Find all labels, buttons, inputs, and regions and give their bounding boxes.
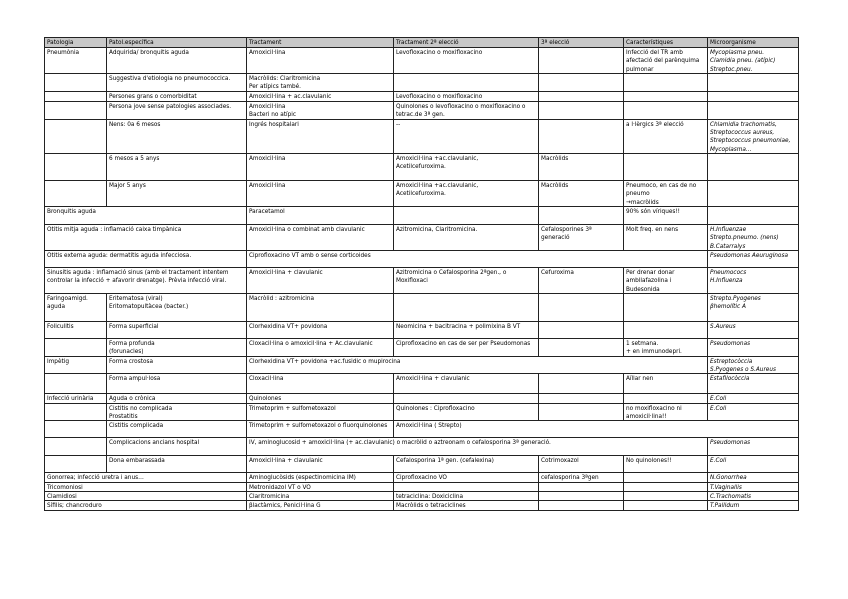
table-cell: Cloxacil·lina o amoxicil·lina + Ac.clavulanic xyxy=(247,338,394,356)
table-cell xyxy=(45,403,107,421)
table-row xyxy=(45,456,799,473)
table-cell: Pseudomonas Aeuruginosa xyxy=(708,250,799,267)
table-cell xyxy=(539,73,624,91)
table-cell: Estreptocòccia S.Pyogenes o S.Aureus xyxy=(708,356,799,374)
table-cell: a l·lèrgics 3ª elecció xyxy=(624,119,708,153)
table-cell xyxy=(45,456,107,473)
table-cell: Molt freq. en nens xyxy=(624,224,708,250)
table-cell: Pseudomonas xyxy=(708,438,799,456)
table-cell: Major 5 anys xyxy=(107,180,247,206)
table-cell xyxy=(45,421,107,438)
table-cell xyxy=(539,119,624,153)
table-cell: Amoxicil·lina xyxy=(247,153,394,180)
table-cell xyxy=(624,293,708,321)
table-cell: Amoxicil·lina xyxy=(247,48,394,74)
table-row xyxy=(45,403,799,421)
table-cell: Faringoamigd. aguda xyxy=(45,293,107,321)
table-cell xyxy=(624,321,708,338)
table-cell: Ciprofloxacino en cas de ser per Pseudomonas xyxy=(394,338,539,356)
table-cell: Tricomoniosi xyxy=(45,482,247,491)
table-row xyxy=(45,473,799,482)
table-cell xyxy=(624,153,708,180)
table-cell: Bronquitis aguda xyxy=(45,206,247,224)
table-cell xyxy=(708,73,799,91)
table-cell: N.Gonorrhea xyxy=(708,473,799,482)
table-cell: Chlamidia trachomatis, Streptococcus aureus, Streptococcus pneumoniae, Mycoplasma… xyxy=(708,119,799,153)
table-cell: Complicacions ancians hospital xyxy=(107,438,247,456)
table-cell: -- xyxy=(394,119,539,153)
table-cell: H.Influenzae Strepto.pneumo. (nens) B.Catarralys xyxy=(708,224,799,250)
header-cell: Patologia xyxy=(45,38,107,48)
table-row xyxy=(45,153,799,180)
table-row xyxy=(45,321,799,338)
table-row xyxy=(45,119,799,153)
table-cell xyxy=(624,473,708,482)
table-cell xyxy=(394,394,539,403)
table-cell xyxy=(624,482,708,491)
table-cell: Eritematosa (viral) Eritomatopultàcea (bacter.) xyxy=(107,293,247,321)
table-cell: Aïllar nen xyxy=(624,374,708,394)
table-cell: Cefalosporines 3ª generació xyxy=(539,224,624,250)
table-cell: Quinolones xyxy=(247,394,394,403)
table-cell: Forma crostosa xyxy=(107,356,247,374)
table-row xyxy=(45,421,799,438)
table-cell xyxy=(539,321,624,338)
table-cell xyxy=(45,91,107,101)
table-cell xyxy=(539,101,624,119)
table-cell xyxy=(539,374,624,394)
table-cell: Pseudomonas xyxy=(708,338,799,356)
table-cell: cefalosporina 3ªgen xyxy=(539,473,624,482)
table-cell: Nens: 0a 6 mesos xyxy=(107,119,247,153)
table-cell: E.Coli xyxy=(708,456,799,473)
table-cell: Forma superficial xyxy=(107,321,247,338)
table-row xyxy=(45,101,799,119)
table-cell: IV, aminoglucosid + amoxicil·lina (+ ac.clavulanic) o macròlid o aztreonam o cefalosporina 3ª generació. xyxy=(247,438,708,456)
table-row xyxy=(45,338,799,356)
table-cell: Macròlids: Claritromicina Per atípics també. xyxy=(247,73,394,91)
table-cell: Cloxacil·lina xyxy=(247,374,394,394)
table-cell: Persones grans o comorbiditat xyxy=(107,91,247,101)
header-cell: Microorganisme xyxy=(708,38,799,48)
table-cell: Strepto.Pyogenes βhemolític A xyxy=(708,293,799,321)
header-row xyxy=(45,38,799,48)
table-cell: Cistitis no complicada Prostatitis xyxy=(107,403,247,421)
table-cell: Amoxicil·lina Bacteri no atípic xyxy=(247,101,394,119)
table-cell xyxy=(539,293,624,321)
table-cell: Trimetoprim + sulfometoxazol o fluorquinolones xyxy=(247,421,394,438)
table-row xyxy=(45,250,799,267)
table-cell: Azitromicina, Claritromicina. xyxy=(394,224,539,250)
table-cell xyxy=(539,482,624,491)
table-cell: Sífilis; chancroduro xyxy=(45,501,247,510)
table-cell: Mycoplasma pneu. Clamidia pneu. (atípic) Streptoc.pneu. xyxy=(708,48,799,74)
table-row xyxy=(45,501,799,510)
table-cell: Foliculitis xyxy=(45,321,107,338)
table-cell xyxy=(708,91,799,101)
table-cell: 6 mesos a 5 anys xyxy=(107,153,247,180)
table-cell: Ciprofloxacino VO xyxy=(394,473,539,482)
table-cell: Claritromicina xyxy=(247,491,394,500)
header-cell: 3ª elecció xyxy=(539,38,624,48)
table-cell: Otitis externa aguda: dermatitis aguda infecciosa. xyxy=(45,250,247,267)
table-row xyxy=(45,267,799,293)
table-cell: Estafilocòccia xyxy=(708,374,799,394)
table-cell xyxy=(539,501,624,510)
table-row xyxy=(45,224,799,250)
table-cell: Otitis mitja aguda : inflamació caixa timpànica xyxy=(45,224,247,250)
table-cell: Macròlids xyxy=(539,153,624,180)
table-cell: Impètig xyxy=(45,356,107,374)
table-cell: 90% són víriques!! xyxy=(624,206,708,224)
table-cell: Metronidazol VT o VO xyxy=(247,482,394,491)
table-cell xyxy=(394,482,539,491)
table-cell xyxy=(45,338,107,356)
table-cell: Trimetoprim + sulfometoxazol xyxy=(247,403,394,421)
table-cell: Amoxicil·lina + clavulanic xyxy=(247,267,394,293)
table-cell: Infecció del TR amb afectació del parènquima pulmonar xyxy=(624,48,708,74)
table-cell: Amoxicil·lina ( Strepto) xyxy=(394,421,799,438)
table-cell xyxy=(45,153,107,180)
table-cell: Adquirida/ bronquitis aguda xyxy=(107,48,247,74)
table-row xyxy=(45,73,799,91)
table-cell xyxy=(45,374,107,394)
table-cell: Amoxicil·lina + ac.clavulanic xyxy=(247,91,394,101)
header-cell: Tractament xyxy=(247,38,394,48)
table-cell xyxy=(45,180,107,206)
table-cell: Levofloxacino o moxifloxacino xyxy=(394,91,539,101)
table-cell: βlactàmics, Penicil·lina G xyxy=(247,501,394,510)
table-row xyxy=(45,491,799,500)
table-cell xyxy=(539,338,624,356)
table-cell xyxy=(624,491,708,500)
table-cell xyxy=(708,180,799,206)
table-row xyxy=(45,374,799,394)
table-cell: Forma profunda (forunacles) xyxy=(107,338,247,356)
table-cell: E.Coli xyxy=(708,403,799,421)
table-cell xyxy=(539,403,624,421)
table-row xyxy=(45,293,799,321)
table-cell xyxy=(708,101,799,119)
table-cell xyxy=(45,438,107,456)
table-cell xyxy=(539,491,624,500)
table-cell xyxy=(539,206,624,224)
table-cell: T.Pallidum xyxy=(708,501,799,510)
table-row xyxy=(45,206,799,224)
treatment-table xyxy=(44,37,799,511)
table-cell: Amoxicil·lina +ac.clavulanic, Acetilcefuroxima. xyxy=(394,153,539,180)
table-row xyxy=(45,394,799,403)
table-row xyxy=(45,482,799,491)
table-cell xyxy=(394,293,539,321)
table-cell: Cistitis complicada xyxy=(107,421,247,438)
header-cell: Patol.específica xyxy=(107,38,247,48)
table-row xyxy=(45,438,799,456)
table-cell xyxy=(624,101,708,119)
table-cell: Paracetamol xyxy=(247,206,394,224)
table-row xyxy=(45,91,799,101)
table-cell: Dona embarassada xyxy=(107,456,247,473)
table-cell xyxy=(539,394,624,403)
header-cell: Característiques xyxy=(624,38,708,48)
table-cell: no moxifloxacino ni amoxicil·lina!! xyxy=(624,403,708,421)
table-cell: Amoxicil·lina + clavulanic xyxy=(247,456,394,473)
table-cell: E.Coli xyxy=(708,394,799,403)
table-cell: Amoxicil·lina + clavulanic xyxy=(394,374,539,394)
table-cell xyxy=(45,101,107,119)
table-cell: tetraciclina: Doxiciclina xyxy=(394,491,539,500)
table-cell xyxy=(624,501,708,510)
table-cell: Clorhexidina VT+ povidona +ac.fusidic o mupirocina xyxy=(247,356,708,374)
table-cell: Quinolones o levofloxacino o moxifloxacino o tetrac.de 3ª gen. xyxy=(394,101,539,119)
table-cell: Amoxicil·lina +ac.clavulanic, Acetilcefuroxima. xyxy=(394,180,539,206)
table-cell: Cotrimoxazol xyxy=(539,456,624,473)
table-cell xyxy=(708,206,799,224)
table-cell: Per drenar donar ambllafazolina i Budesonida xyxy=(624,267,708,293)
table-row xyxy=(45,48,799,74)
table-cell: Quinolones : Ciprofloxacino xyxy=(394,403,539,421)
table-cell xyxy=(539,48,624,74)
table-cell: Suggestiva d'etiologia no pneumococcica. xyxy=(107,73,247,91)
table-cell: Forma ampul·losa xyxy=(107,374,247,394)
table-cell xyxy=(624,73,708,91)
table-cell xyxy=(45,119,107,153)
table-cell xyxy=(45,73,107,91)
table-cell: Neomicina + bacitracina + polimixina B VT xyxy=(394,321,539,338)
table-cell: Azitromicina o Cefalosporina 2ªgen., o Moxifloxaci xyxy=(394,267,539,293)
table-cell xyxy=(394,206,539,224)
table-cell xyxy=(394,73,539,91)
header-cell: Tractament 2ª elecció xyxy=(394,38,539,48)
table-row xyxy=(45,180,799,206)
table-cell: 1 setmana. + en immunodepri. xyxy=(624,338,708,356)
table-cell: Macròlid : azitromicina xyxy=(247,293,394,321)
table-cell: Infecció urinària xyxy=(45,394,107,403)
table-cell: C.Trachomatis xyxy=(708,491,799,500)
table-cell: Gonorrea; infecció uretra i anus… xyxy=(45,473,247,482)
table-cell xyxy=(708,153,799,180)
table-cell: Aminoglucòsids (espectinomicina IM) xyxy=(247,473,394,482)
table-cell: Amoxicil·lina xyxy=(247,180,394,206)
table-cell: Aguda o crònica xyxy=(107,394,247,403)
table-cell: Cefuroxima xyxy=(539,267,624,293)
table-cell: Amoxicil·lina o combinat amb clavulanic xyxy=(247,224,394,250)
table-cell: Pneumònia xyxy=(45,48,107,74)
table-cell: T.Vaginallis xyxy=(708,482,799,491)
table-cell: Macròlids o tetraciclines xyxy=(394,501,539,510)
table-cell: No quinolones!! xyxy=(624,456,708,473)
table-cell xyxy=(624,91,708,101)
table-cell: Clorhexidina VT+ povidona xyxy=(247,321,394,338)
table-cell: Sinusitis aguda : inflamació sinus (amb el tractament intentem controlar la infecció + afavorir drenatge). Prèvia infecció viral. xyxy=(45,267,247,293)
table-cell xyxy=(539,91,624,101)
table-row xyxy=(45,356,799,374)
table-cell xyxy=(624,394,708,403)
table-cell: S.Aureus xyxy=(708,321,799,338)
table-cell: Ciprofloxacino VT amb o sense corticoides xyxy=(247,250,708,267)
table-cell: Clamidiosi xyxy=(45,491,247,500)
table-cell: Macròlids xyxy=(539,180,624,206)
table-cell: Ingrés hospitalari xyxy=(247,119,394,153)
table-cell: Levofloxacino o moxifloxacino xyxy=(394,48,539,74)
table-cell: Pneumoco, en cas de no pneumo →macròlids xyxy=(624,180,708,206)
table-cell: Pneumococs H.Influenza xyxy=(708,267,799,293)
table-cell: Cefalosporina 1ª gen. (cefalexina) xyxy=(394,456,539,473)
table-cell: Persona jove sense patologies associades. xyxy=(107,101,247,119)
